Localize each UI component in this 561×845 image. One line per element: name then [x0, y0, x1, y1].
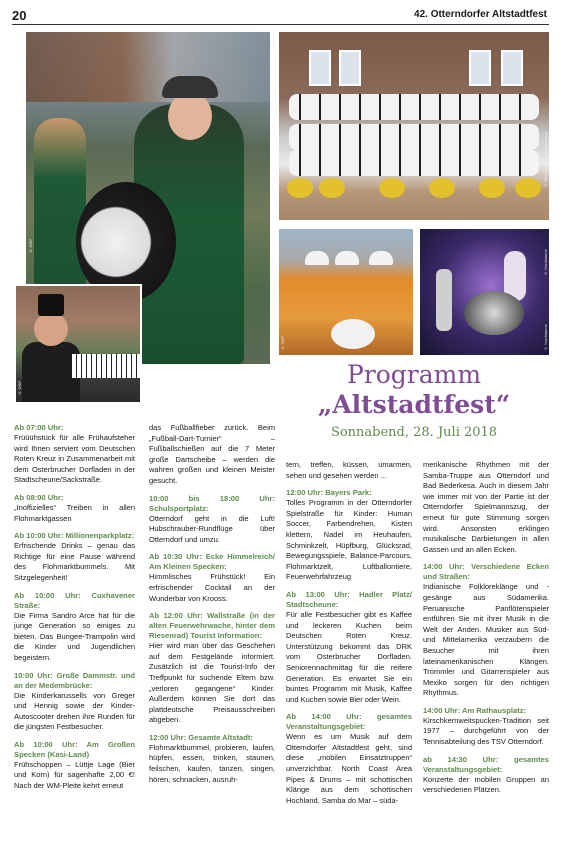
entry-text: Kirschkernweitspucken-Tradition seit 1977 – durchgeführt von der Tennisabteilung des TSV Otterndorf.	[423, 715, 549, 747]
program-entry	[14, 671, 135, 733]
program-entry	[14, 493, 135, 524]
photo-credit: © OSP	[28, 239, 33, 254]
program-entry	[286, 488, 412, 583]
program-title-line2: „Altstadtfest“	[317, 390, 511, 419]
entry-text: Otterndorf geht in die Luft! Hubschrauber-Rundflüge über Otterndorf und umzu.	[149, 513, 275, 544]
program-entry	[14, 591, 135, 664]
photo-credit: © Nordsturme	[543, 323, 548, 351]
program-date: Sonnabend, 28. Juli 2018	[330, 425, 498, 440]
program-entry	[149, 552, 275, 604]
program-entry	[286, 712, 412, 806]
program-entry	[423, 755, 549, 796]
program-column-2	[149, 423, 275, 792]
photo-samba-group	[279, 229, 413, 355]
entry-heading: Ab 10:30 Uhr: Ecke Himmelreich/ Am Kleinen Specken:	[149, 552, 275, 572]
entry-heading: 14:00 Uhr: Verschiedene Ecken und Straßen:	[423, 562, 549, 582]
photo-credit: © OSP	[17, 381, 22, 396]
photo-credit: © OSP	[280, 336, 285, 351]
program-entry	[149, 611, 275, 726]
entry-text: Frühschoppen – Lüttje Lage (Bier und Korn) für sagenhafte 2,00 €! Nach der WM-Pleite kehrt erneut	[14, 759, 135, 791]
entry-text: Konzerte der mobilen Gruppen an verschiedenen Plätzen.	[423, 774, 549, 795]
entry-heading: Ab 13:00 Uhr: Hadler Platz/ Stadtscheune:	[286, 589, 412, 609]
entry-text: Wenn es um Musik auf dem Otterndorfer Altstadtfest geht, sind diese „mobilen Einsatztruppen“ unverzichtbar. North Coast Area Pipes & Drums – mit schottischen Klänge aus dem schottischen Hochland, Samba do Mar – süda-	[286, 732, 412, 805]
entry-heading: Ab 14:00 Uhr: gesamtes Veranstaltungsgebiet:	[286, 712, 412, 732]
entry-heading: ab 14:30 Uhr: gesamtes Veranstaltungsgebiet:	[423, 754, 549, 774]
entry-heading: 14:00 Uhr: Am Rathausplatz:	[423, 705, 527, 715]
keyboard	[72, 354, 140, 378]
program-entry	[423, 562, 549, 699]
entry-heading: 10:00 Uhr: Große Dammstr. und an der Medembrücke:	[14, 670, 135, 690]
entry-text: Die Firma Sandro Arce hat für die junge Generation so einiges zu bieten. Das Bungee-Trampolin wird die Kinder und Jugendlichen begeistern.	[14, 610, 135, 662]
program-entry	[423, 706, 549, 748]
entry-text: Flohmarktbummel, probieren, laufen, hüpfen, essen, trinken, staunen, feilschen, kaufen, tanzen, singen, hören, schnacken, ausruh-	[149, 742, 275, 784]
program-entry	[14, 423, 135, 486]
photo-marching-band-steps	[279, 32, 549, 220]
program-title-line1: Programm	[346, 360, 482, 389]
entry-text: Indianische Folkloreklänge und -gesänge aus Südamerika. Peruanische Panflötenspieler entführen Sie mit ihrer Musik in die Welt der Anden. Musiker aus Süd- und Mittelamerika verzaubern die Besucher mit ihren lateinamerikanischen Klängen. Trommler und Gitarrenspieler aus Mexiko sorgen für den richtigen Rhythmus.	[423, 582, 549, 698]
entry-heading: Ab 10:00 Uhr: Cuxhavener Straße:	[14, 590, 135, 610]
continued-text: das Fußballfieber zurück. Beim „Fußball-Dart-Turnier“ – Fußballschießen auf die 7 Meter große Dartscheibe – werden die wahren großen und kleinen Meister gesucht.	[149, 423, 275, 485]
entry-text: Tolles Programm in der Otterndorfer Spielstraße für Kinder: Human Soccer, Farbendrehen, Kisten klettern, Nadel im Heuhaufen, Schminkzelt, Hüpfburg, Glücksrad, Bewegungsspiele, Balance-Parcours, Flohmarktzelt, Luftballontiere, Feuerwehrfahrzeug	[286, 498, 412, 582]
continued-text: merikanische Rhythmen mit der Samba-Truppe aus Otterndorf und Bad Bederkesa. Auch in diesem Jahr wie immer mit von der Partie ist der Otterndorfer Spielmannszug, der erneut für gute Stimmung sorgen wird. Ansonsten erklingen musikalische Darbietungen in allen Gassen und an allen Ecken.	[423, 460, 549, 554]
entry-heading: 12:00 Uhr: Gesamte Altstadt:	[149, 732, 253, 742]
issue-title: 42. Otterndorfer Altstadtfest	[414, 9, 547, 20]
program-column-1	[14, 423, 135, 799]
entry-text: Die Kinderkarussells von Greger und Hennig sowie der Kinder-Autoscooter drehen ihre Runden für die jüngsten Festbesucher.	[14, 690, 135, 732]
photo-keyboard-player	[14, 284, 142, 404]
photo-stage-band	[420, 229, 549, 355]
program-entry	[149, 494, 275, 546]
entry-heading: Ab 10:00 Uhr: Am Großen Specken (Kasi-Land)	[14, 739, 135, 759]
program-entry	[286, 590, 412, 705]
entry-text: Für alle Festbesucher gibt es Kaffee und leckeren Kuchen beim Deutschen Roten Kreuz. Unterstützung bekommt das DRK vom Osterbrucher Dorfladen. Seniorennachmittag für die reifere Generation. Es erwartet Sie ein buntes Programm mit Musik, Kaffee und Kuchen sowie Bier oder Wein.	[286, 609, 412, 704]
program-entry	[14, 531, 135, 583]
page-number: 20	[12, 8, 27, 23]
entry-text: Früüühstück für alle Frühaufsteher wird Ihnen serviert vom Deutschen Roten Kreuz in Zusammenarbeit mit dem Osterbrucher Dorfladen in der Stadtscheune/Sackstraße.	[14, 433, 135, 485]
program-entry	[149, 733, 275, 785]
entry-text: Erfrischende Drinks – genau das Richtige für eine Pause während des Flohmarktbummels. Mit Sitzgelegenheit!	[14, 541, 135, 582]
entry-text: Himmlisches Frühstück! Ein erfrischender Cocktail an der Wunderbar von Krooss.	[149, 572, 275, 603]
entry-heading: Ab 10:00 Uhr: Millionenparkplatz:	[14, 531, 135, 541]
entry-heading: Ab 12:00 Uhr: Wallstraße (in der alten Feuerwehrwache, hinter dem Riesenrad) Tourist Information:	[149, 611, 275, 641]
continued-text: tern, treffen, küssen, umarmen, sehen und gesehen werden ...	[286, 460, 412, 480]
entry-heading: Ab 07:00 Uhr:	[14, 423, 64, 432]
photo-credit: © Otterndorfer Spielmannszug	[543, 132, 548, 189]
program-entry	[14, 740, 135, 792]
header-rule	[12, 24, 549, 25]
entry-heading: 10:00 bis 18:00 Uhr: Schulsportplatz:	[149, 493, 275, 513]
program-column-3	[286, 460, 412, 813]
entry-heading: Ab 08:00 Uhr:	[14, 492, 64, 502]
entry-text: Hier wird man über das Geschehen auf dem Festgelände informiert. Zusätzlich ist die Tourist-Info der Treffpunkt für suchende Eltern bzw. „verloren gegangene“ Kinder. Außerdem können Sie dort das plattdeutsche Preisausschreiben abgeben.	[149, 641, 275, 725]
program-heading	[279, 360, 549, 444]
entry-heading: 12:00 Uhr: Bayers Park:	[286, 488, 372, 498]
entry-text: „Inoffizielles“ Treiben in allen Flohmarktgassen	[14, 502, 135, 523]
photo-credit: © Nordsturme	[543, 249, 548, 277]
program-column-4	[423, 460, 549, 803]
